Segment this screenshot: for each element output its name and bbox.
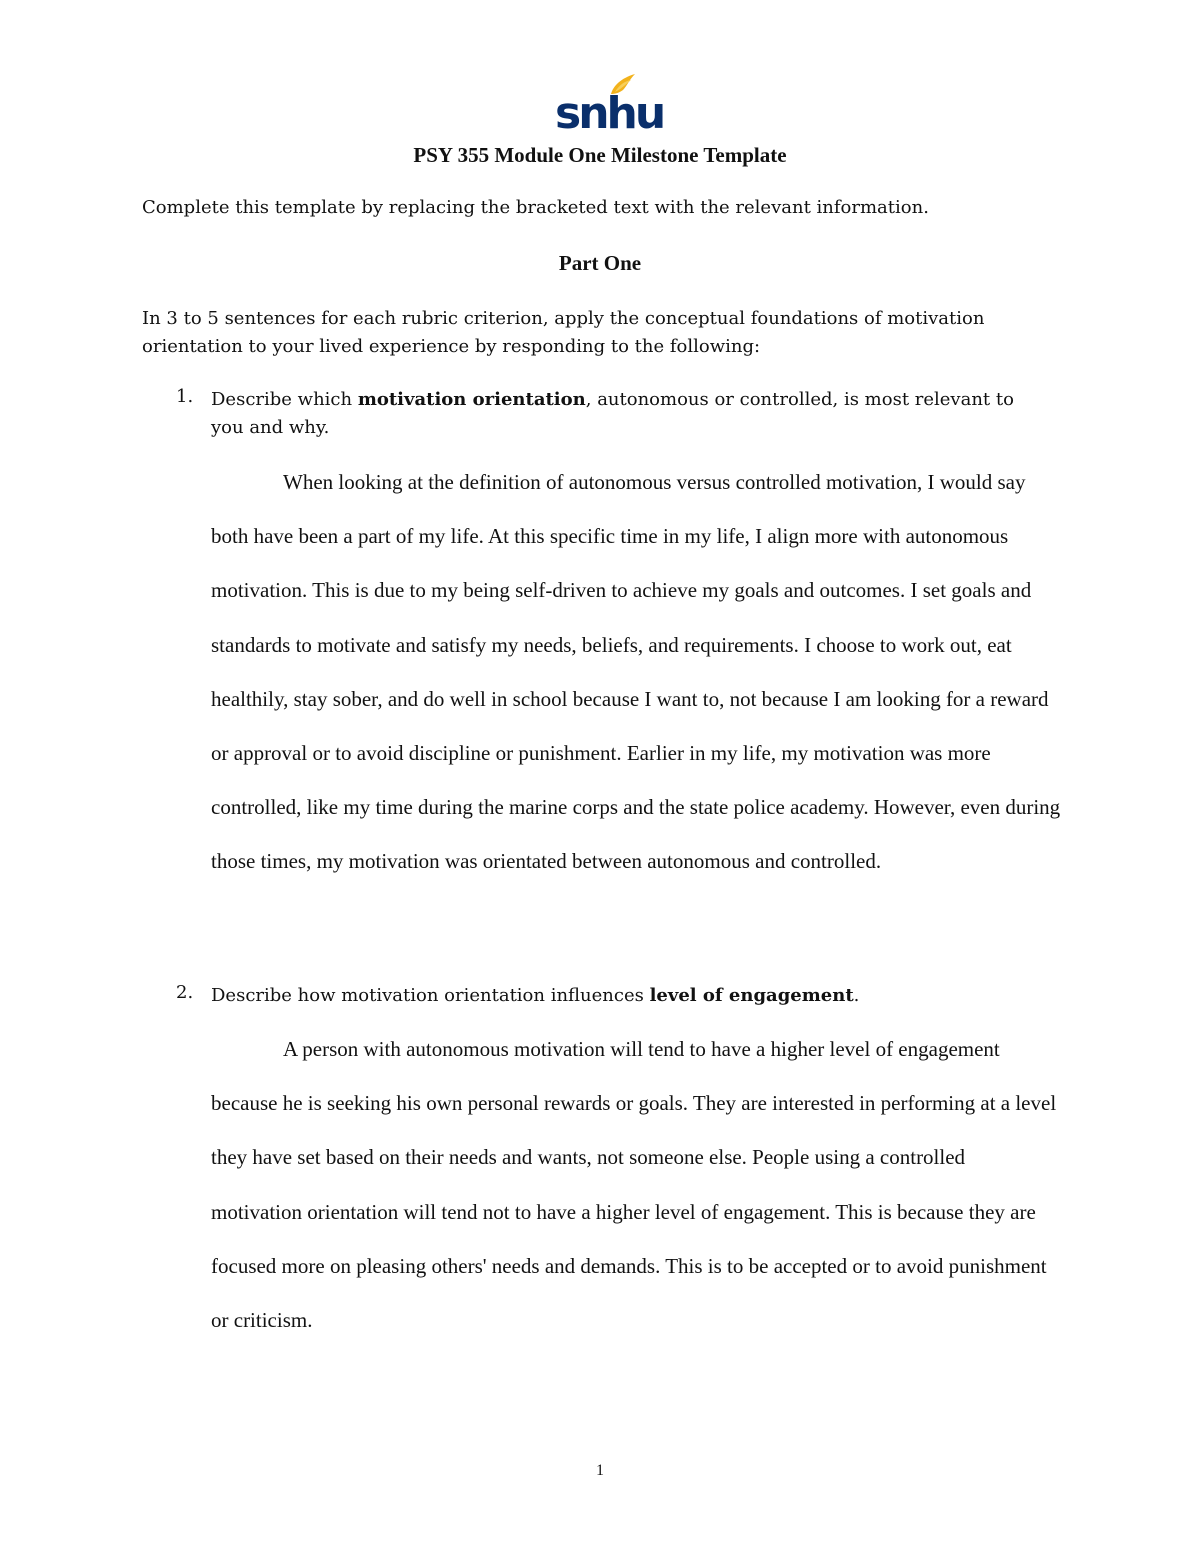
- snhu-logo: [553, 72, 664, 139]
- question-prompt: [211, 386, 1041, 442]
- page-number: 1: [596, 1462, 604, 1479]
- prompt-text: Describe how motivation orientation influences: [211, 985, 650, 1006]
- logo-text: snhu: [555, 88, 664, 139]
- document-title: PSY 355 Module One Milestone Template: [413, 143, 787, 167]
- section-intro: In 3 to 5 sentences for each rubric criterion, apply the conceptual foundations of motivation orientation to your lived experience by responding to the following:: [142, 308, 985, 357]
- prompt-emphasis: motivation orientation: [357, 389, 586, 410]
- prompt-text: .: [853, 985, 860, 1006]
- prompt-text: , autonomous or controlled, is most relevant to you and why.: [211, 389, 1014, 438]
- prompt-text: Describe which: [211, 389, 358, 410]
- question-number: 1.: [176, 386, 194, 407]
- template-instruction: Complete this template by replacing the bracketed text with the relevant information.: [142, 197, 929, 218]
- answer-paragraph: When looking at the definition of autonomous versus controlled motivation, I would say both have been a part of my life. At this specific time in my life, I align more with autonomous motivation. This is due to my being self-driven to achieve my goals and outcomes. I set goals and standards to motivate and satisfy my needs, beliefs, and requirements. I choose to work out, eat healthily, stay sober, and do well in school because I want to, not because I am looking for a reward or approval or to avoid discipline or punishment. Earlier in my life, my motivation was more controlled, like my time during the marine corps and the state police academy. However, even during those times, my motivation was orientated between autonomous and controlled.: [211, 470, 1061, 874]
- answer-paragraph: A person with autonomous motivation will tend to have a higher level of engagement because he is seeking his own personal rewards or goals. They are interested in performing at a level they have set based on their needs and wants, not someone else. People using a controlled motivation orientation will tend not to have a higher level of engagement. This is because they are focused more on pleasing others' needs and demands. This is to be accepted or to avoid punishment or criticism.: [211, 1037, 1057, 1333]
- prompt-emphasis: level of engagement: [649, 985, 854, 1006]
- question-number: 2.: [176, 982, 194, 1003]
- question-prompt: [211, 982, 1041, 1010]
- section-heading: Part One: [558, 251, 642, 275]
